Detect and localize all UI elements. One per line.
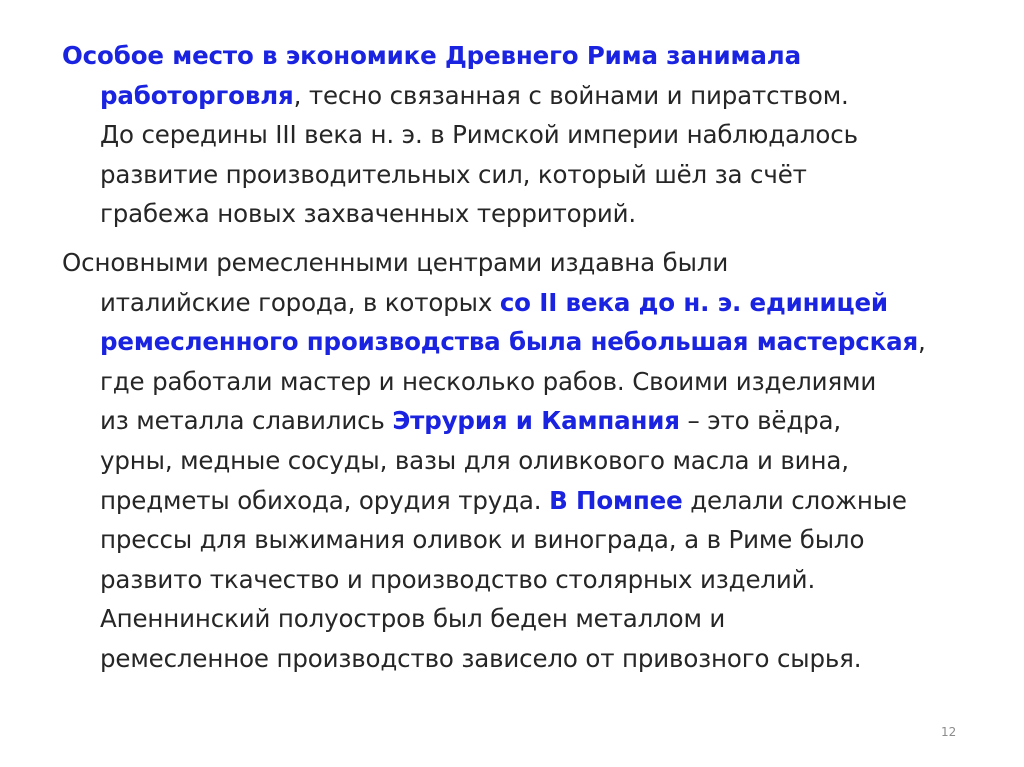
slide-body [62, 36, 982, 679]
body-text: предметы обихода, орудия труда. [100, 485, 550, 515]
body-text: из металла славились [100, 406, 393, 436]
paragraph-crafts [62, 243, 982, 679]
body-text: прессы для выжимания оливок и винограда, а в Риме было [100, 525, 865, 555]
highlight-text: работорговля [100, 80, 294, 110]
highlight-text: В Помпее [549, 485, 683, 515]
highlight-text: со II века до н. э. единицей [499, 287, 888, 317]
highlight-text: ремесленного производства была небольшая мастерская [100, 327, 919, 357]
highlight-text: Этрурия и Кампания [392, 406, 680, 436]
body-text: , [918, 327, 926, 357]
body-text: грабежа новых захваченных территорий. [100, 199, 637, 229]
body-text: До середины III века н. э. в Римской империи наблюдалось [100, 120, 858, 150]
body-text: Апеннинский полуостров был беден металлом и [100, 604, 726, 634]
body-text: италийские города, в которых [100, 287, 500, 317]
body-text: делали сложные [682, 485, 907, 515]
body-text: Основными ремесленными центрами издавна были [62, 247, 729, 277]
page-number: 12 [941, 725, 957, 739]
body-text: ремесленное производство зависело от привозного сырья. [100, 643, 862, 673]
body-text: , тесно связанная с войнами и пиратством. [293, 80, 849, 110]
body-text: развитие производительных сил, который шёл за счёт [100, 159, 807, 189]
paragraph-slave-trade [62, 36, 982, 234]
body-text: – это вёдра, [679, 406, 842, 436]
highlight-text: Особое место в экономике Древнего Рима занимала [62, 41, 801, 70]
body-text: урны, медные сосуды, вазы для оливкового масла и вина, [100, 445, 849, 475]
body-text: где работали мастер и несколько рабов. Своими изделиями [100, 366, 877, 396]
body-text: развито ткачество и производство столярных изделий. [100, 564, 816, 594]
